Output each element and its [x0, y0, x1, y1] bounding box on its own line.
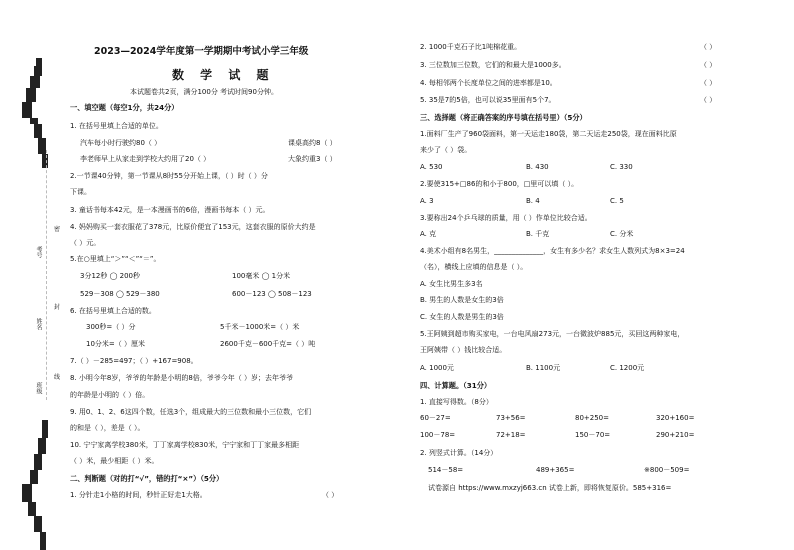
choice-2: 2.要使315+□86的和小于800，□里可以填（ ）。: [420, 180, 579, 188]
choice-1-opt-c: C. 330: [610, 163, 633, 171]
exam-info: 本试题卷共2页，满分100分 考试时间90分钟。: [130, 88, 278, 96]
judge-1: 1. 分针走1小格的时间，秒针正好走1大格。: [70, 491, 207, 499]
choice-1-line1: 1.面料厂生产了960袋面料，第一天运走180袋，第二天运走250袋，现在面料比原: [420, 130, 677, 138]
judge-3-blank: （ ）: [700, 61, 717, 69]
choice-5-line2: 王阿姨带（ ）钱比较合适。: [420, 346, 507, 354]
calc-1-row1-d: 320+160=: [656, 414, 695, 422]
q1d: 大象约重3（ ）: [288, 155, 337, 163]
calc-1-row1-a: 60－27=: [420, 414, 451, 422]
choice-3-opt-a: A. 克: [420, 230, 437, 238]
calc-1-row2-c: 150－70=: [575, 431, 611, 439]
choice-2-opt-a: A. 3: [420, 197, 434, 205]
section-3-title: 三、选择题（将正确答案的序号填在括号里）（5分）: [420, 113, 587, 122]
sidebar-label-name: 姓名: [35, 318, 42, 330]
section-2-title: 二、判断题（对的打“√”，错的打“×”）（5分）: [70, 474, 224, 483]
binding-strip-graphic: [0, 0, 60, 550]
q5: 5.在○里填上“＞”“＜”“＝”。: [70, 255, 161, 263]
judge-2-blank: （ ）: [700, 43, 717, 51]
subject-title: 数 学 试 题: [172, 68, 275, 82]
judge-2: 2. 1000千克石子比1吨棉花重。: [420, 43, 522, 51]
choice-4-opt-c: C. 女生的人数是男生的3倍: [420, 313, 504, 321]
choice-5-opt-c: C. 1200元: [610, 364, 645, 372]
q5b: 100毫米 ◯ 1分米: [232, 272, 291, 280]
calc-1-row2-a: 100－78=: [420, 431, 456, 439]
judge-5: 5. 35是7的5倍，也可以说35里面有5个7。: [420, 96, 556, 104]
choice-3-opt-c: C. 分米: [610, 230, 634, 238]
q6: 6. 在括号里填上合适的数。: [70, 307, 156, 315]
calc-2-title: 2. 列竖式计算。（14分）: [420, 449, 498, 457]
choice-4-opt-a: A. 女生比男生多3名: [420, 280, 483, 288]
calc-1-row2-d: 290+210=: [656, 431, 695, 439]
q2-line2: 下课。: [70, 188, 91, 196]
calc-2-a: 514－58=: [428, 466, 464, 474]
calc-1-title: 1. 直接写得数。（8分）: [420, 398, 493, 406]
choice-3: 3.要称出24个乒乓球的质量，用（ ）作单位比较合适。: [420, 214, 592, 222]
q8-line2: 的年龄是小明的（ ）倍。: [70, 391, 150, 399]
sidebar-label-exam-number: 考号: [35, 246, 42, 258]
seal-char-mi: 密: [54, 226, 61, 233]
choice-2-opt-b: B. 4: [526, 197, 540, 205]
calc-1-row1-b: 73+56=: [496, 414, 526, 422]
judge-3: 3. 三位数加三位数，它们的和最大是1000多。: [420, 61, 566, 69]
choice-1-opt-b: B. 430: [526, 163, 549, 171]
choice-1-opt-a: A. 530: [420, 163, 443, 171]
q10-line1: 10. 宁宁家离学校380米，丁丁家离学校830米，宁宁家和丁丁家最多相距: [70, 441, 300, 449]
q9-line2: 的和是（ ），差是（ ）。: [70, 424, 145, 432]
choice-5-opt-b: B. 1100元: [526, 364, 561, 372]
choice-4-line1: 4.美术小组有8名男生，______________，女生有多少名？求女生人数列式为8×3=24: [420, 247, 685, 255]
seal-char-xian: 线: [54, 374, 61, 381]
judge-1-blank: （ ）: [322, 491, 339, 499]
q10-line2: （ ）米，最少相距（ ）米。: [70, 457, 159, 465]
sidebar-label-class: 班级: [35, 382, 42, 394]
q6b: 5千米－1000米=（ ）米: [220, 323, 300, 331]
q6c: 10分米=（ ）厘米: [86, 340, 145, 348]
calc-2-b: 489+365=: [536, 466, 575, 474]
calc-2-c: ※800－509=: [644, 466, 690, 474]
seal-line: [46, 150, 47, 400]
judge-4-blank: （ ）: [700, 79, 717, 87]
q1: 1. 在括号里填上合适的单位。: [70, 122, 163, 130]
calc-1-row2-b: 72+18=: [496, 431, 526, 439]
choice-4-opt-b: B. 男生的人数是女生的3倍: [420, 296, 504, 304]
calc-1-row1-c: 80+250=: [575, 414, 609, 422]
choice-3-opt-b: B. 千克: [526, 230, 550, 238]
q4-line2: （ ）元。: [70, 239, 101, 247]
source-footer: 试卷源自 https://www.mxzyj663.cn 试卷上新，即将恢复原价。585+316=: [428, 484, 672, 492]
q7: 7.（ ）－285=497；（ ）+167=908。: [70, 357, 198, 365]
seal-char-feng: 封: [54, 304, 61, 311]
section-4-title: 四、计算题。（31分）: [420, 381, 492, 390]
choice-1-line2: 来少了（ ）袋。: [420, 146, 472, 154]
q4-line1: 4. 妈妈购买一套衣服花了378元，比原价便宜了153元，这套衣服的原价大约是: [70, 223, 316, 231]
section-1-title: 一、填空题（每空1分，共24分）: [70, 103, 179, 112]
choice-5-line1: 5.王阿姨到超市购买家电，一台电风扇273元，一台微波炉885元，买回这两种家电，: [420, 330, 685, 338]
q5c: 529－308 ◯ 529－380: [80, 290, 160, 298]
exam-title: 2023—2024学年度第一学期期中考试小学三年级: [94, 46, 309, 57]
judge-5-blank: （ ）: [700, 96, 717, 104]
q2-line1: 2.一节课40分钟，第一节课从8时55分开始上课，（ ）时（ ）分: [70, 172, 268, 180]
q1c: 李老师早上从家走到学校大约用了20（ ）: [80, 155, 211, 163]
q6a: 300秒=（ ）分: [86, 323, 136, 331]
q8-line1: 8. 小明今年8岁，爷爷的年龄是小明的8倍，爷爷今年（ ）岁；去年爷爷: [70, 374, 294, 382]
q3: 3. 童话书每本42元，是一本漫画书的6倍，漫画书每本（ ）元。: [70, 206, 270, 214]
choice-4-line2: （名），横线上应填的信息是（ ）。: [420, 263, 528, 271]
q9-line1: 9. 用0、1、2、6这四个数，任选3个，组成最大的三位数和最小三位数，它们: [70, 408, 312, 416]
choice-2-opt-c: C. 5: [610, 197, 624, 205]
choice-5-opt-a: A. 1000元: [420, 364, 454, 372]
q1a: 汽车每小时行驶约80（ ）: [80, 139, 162, 147]
q1b: 课桌高约8（ ）: [288, 139, 337, 147]
q5a: 3分12秒 ◯ 200秒: [80, 272, 141, 280]
q5d: 600－123 ◯ 508－123: [232, 290, 312, 298]
q6d: 2600千克－600千克=（ ）吨: [220, 340, 316, 348]
judge-4: 4. 每相邻两个长度单位之间的进率都是10。: [420, 79, 557, 87]
